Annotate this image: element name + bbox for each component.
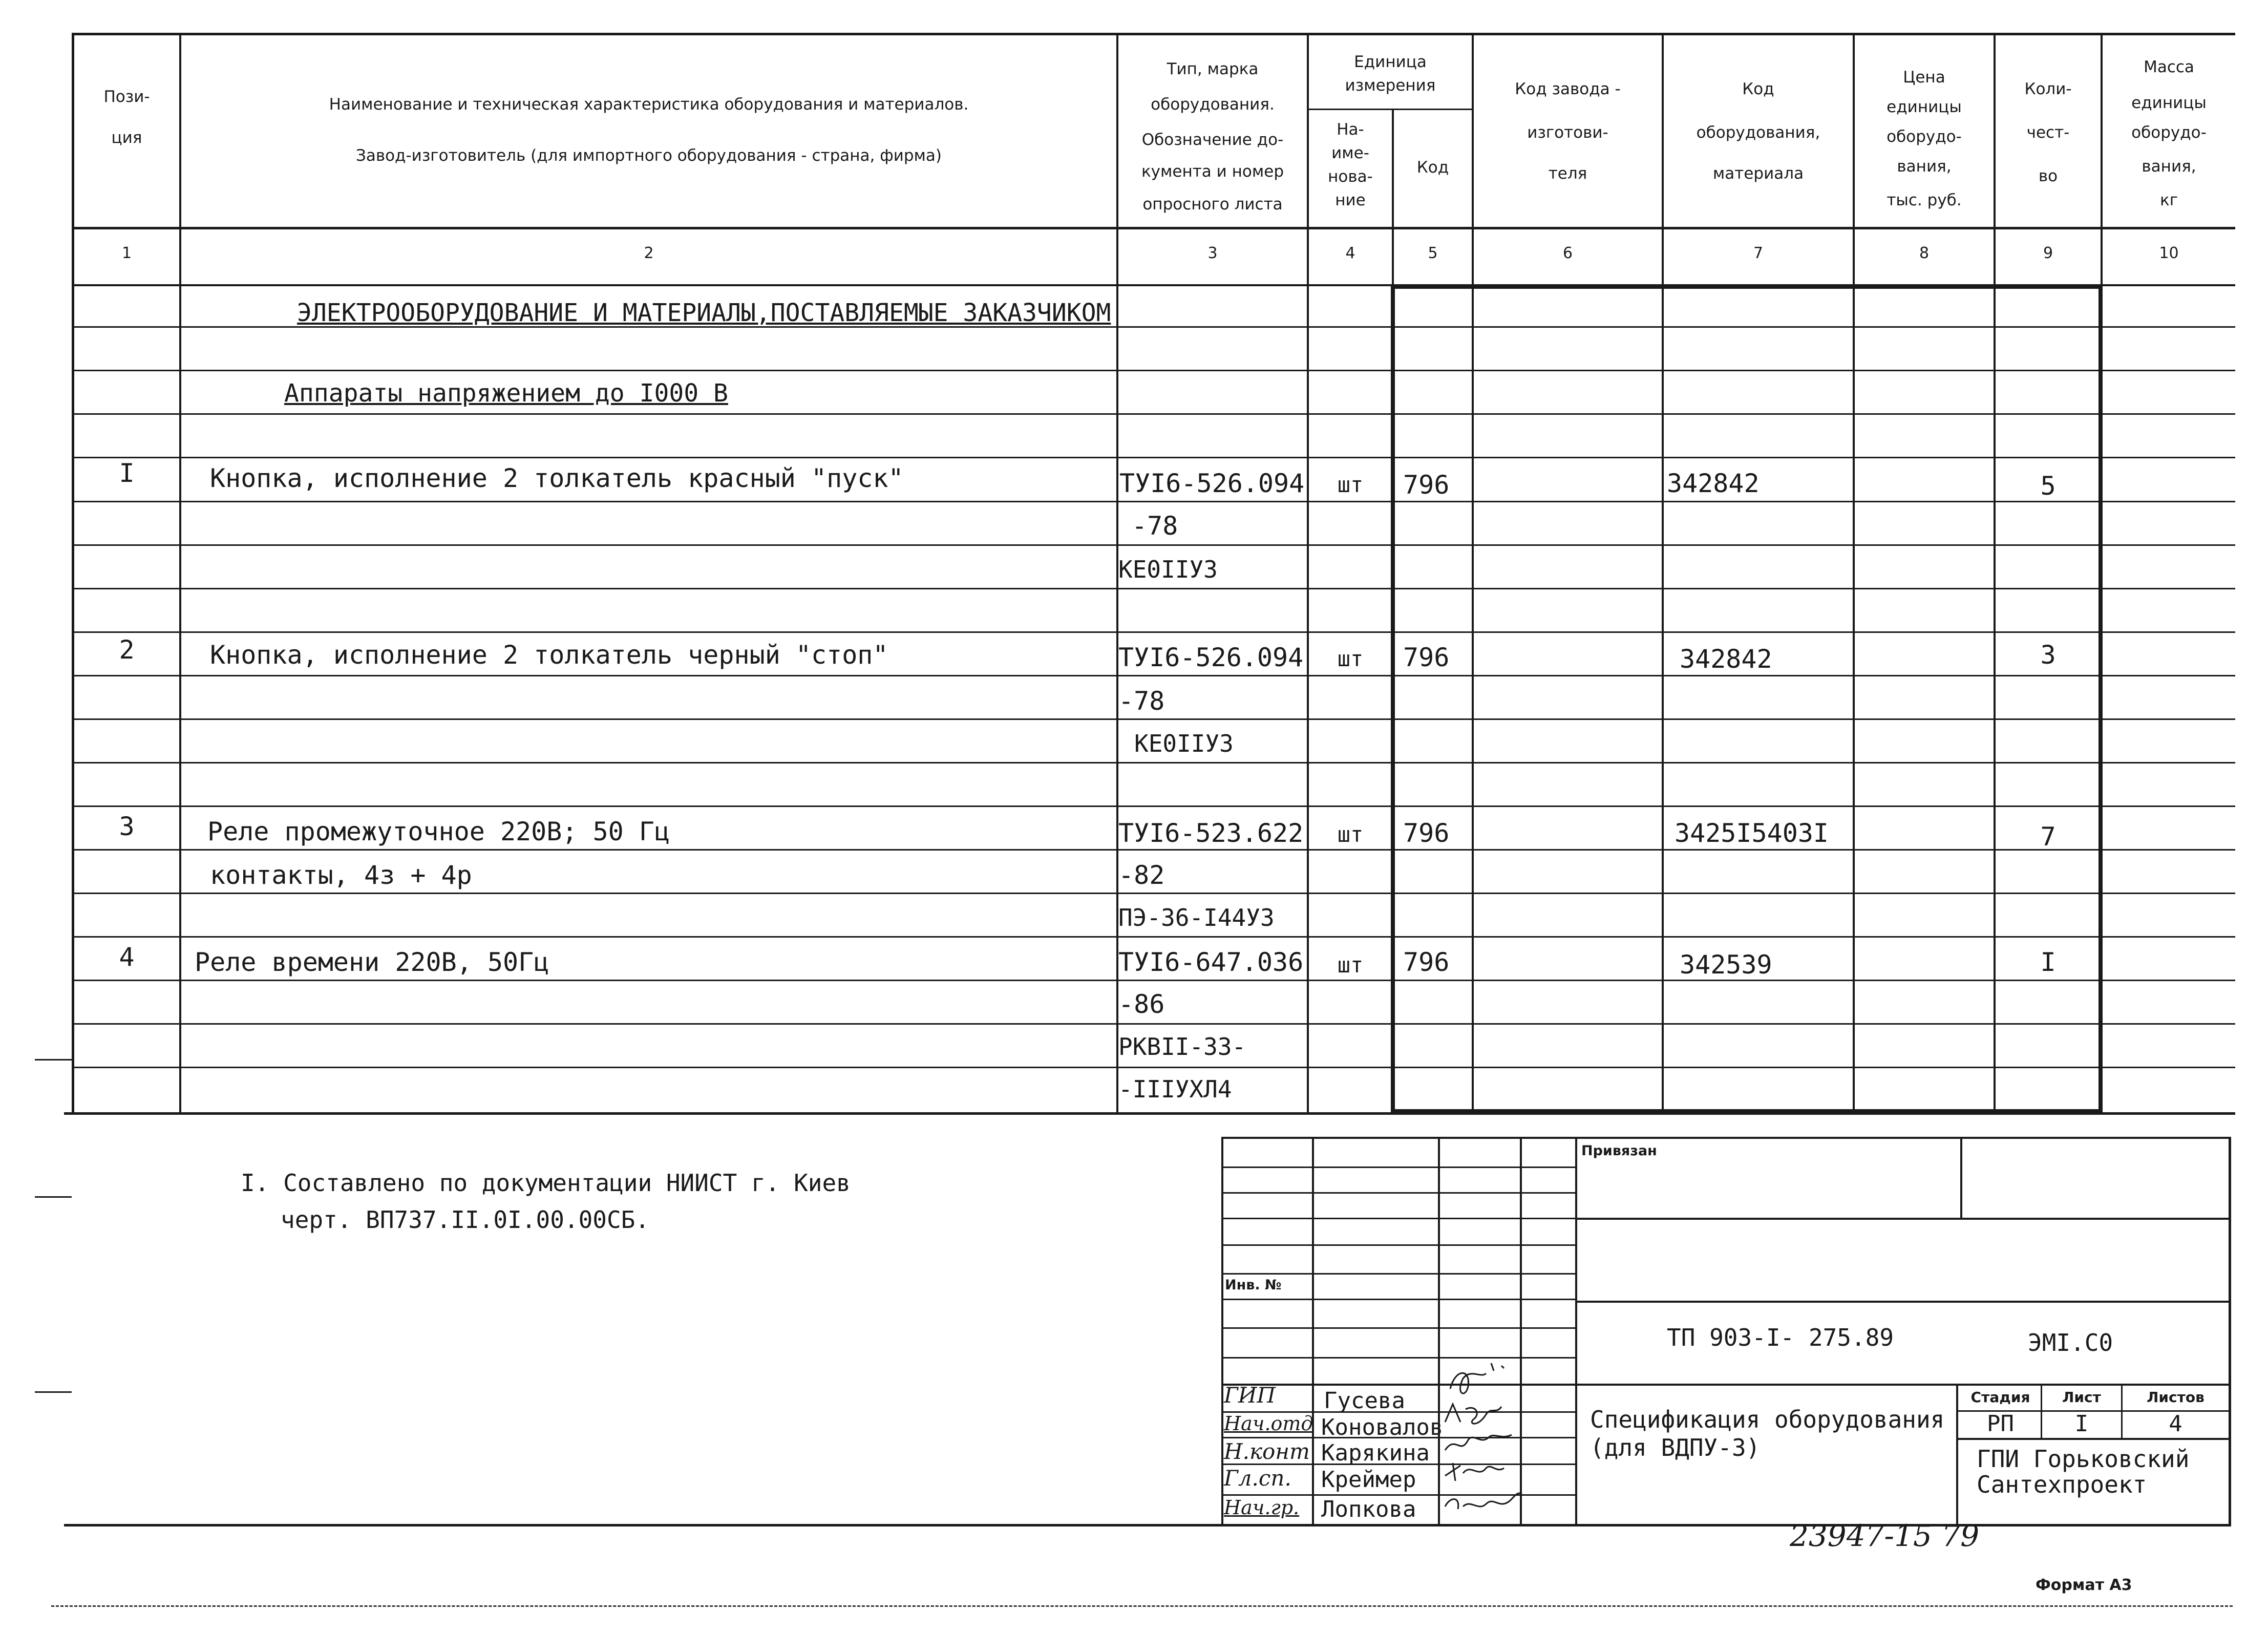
header-col2-line: Завод-изготовитель (для импортного оборудования - страна, фирма): [355, 146, 942, 165]
unit-code: 796: [1403, 947, 1450, 977]
person-name: Коновалов: [1321, 1414, 1444, 1440]
item-name-continued: контакты, 4з + 4р: [210, 860, 472, 890]
col-number: 1: [121, 244, 132, 262]
header-col8-line: оборудо-: [1887, 128, 1962, 146]
quantity: 3: [2040, 640, 2056, 670]
item-type: РКВII-33-: [1118, 1033, 1246, 1061]
header-col3-line: кумента и номер: [1141, 162, 1284, 181]
position-number: 2: [119, 635, 135, 665]
organization: Сантехпроект: [1977, 1471, 2147, 1498]
person-name: Креймер: [1321, 1467, 1416, 1493]
quantity: I: [2040, 947, 2056, 977]
sheet-label: Лист: [2062, 1389, 2101, 1406]
header-col10-line: оборудо-: [2131, 123, 2207, 142]
quantity: 7: [2040, 822, 2056, 852]
note-line: I. Составлено по документации НИИСТ г. Киев: [241, 1169, 851, 1197]
material-code: 342842: [1680, 644, 1772, 674]
role-label: ГИП: [1224, 1383, 1276, 1408]
header-col7-line: оборудования,: [1696, 123, 1820, 142]
sheets-value: 4: [2169, 1411, 2182, 1437]
header-col4-line: име-: [1331, 144, 1369, 162]
stage-label: Стадия: [1970, 1389, 2030, 1406]
unit-code: 796: [1403, 470, 1450, 500]
col-number: 10: [2159, 244, 2179, 262]
item-name: Кнопка, исполнение 2 толкатель красный "пуск": [210, 463, 904, 493]
header-col3-line: Тип, марка: [1167, 60, 1259, 78]
col-number: 9: [2043, 244, 2053, 262]
item-type: ПЭ-36-I44У3: [1118, 904, 1275, 931]
header-col4-line: ние: [1335, 191, 1366, 209]
sheets-label: Листов: [2147, 1389, 2205, 1406]
header-col9-line: чест-: [2026, 123, 2070, 142]
header-col7-line: материала: [1712, 164, 1804, 183]
col-number: 5: [1428, 244, 1438, 262]
organization: ГПИ Горьковский: [1977, 1445, 2190, 1473]
header-col10-line: вания,: [2142, 157, 2196, 176]
unit-code: 796: [1403, 818, 1450, 848]
header-col10-line: Масса: [2144, 58, 2194, 76]
item-type: -82: [1118, 860, 1165, 890]
header-col9-line: Коли-: [2024, 80, 2072, 98]
col-number: 8: [1919, 244, 1930, 262]
handwritten-signatures: [1440, 1358, 1527, 1527]
document-title: (для ВДПУ-3): [1590, 1434, 1761, 1461]
document-title: Спецификация оборудования: [1590, 1406, 1945, 1433]
person-name: Карякина: [1321, 1440, 1430, 1466]
role-label: Нач.отд: [1224, 1412, 1313, 1435]
material-code: 342539: [1680, 950, 1772, 980]
stage-value: РП: [1987, 1411, 2014, 1437]
item-type: -78: [1118, 686, 1165, 716]
header-col8-line: единицы: [1887, 98, 1962, 116]
header-col10-line: кг: [2159, 191, 2178, 209]
document-code: ТП 903-I- 275.89: [1667, 1324, 1894, 1351]
item-type: -86: [1118, 989, 1165, 1019]
header-col4-line: На-: [1337, 120, 1364, 139]
unit-name: шт: [1337, 822, 1364, 847]
col-number: 2: [644, 244, 654, 262]
item-name: Кнопка, исполнение 2 толкатель черный "стоп": [210, 640, 888, 670]
unit-name: шт: [1337, 952, 1364, 978]
person-name: Лопкова: [1321, 1496, 1416, 1522]
inventory-number-label: Инв. №: [1225, 1277, 1282, 1293]
sheet-code: ЭМI.С0: [2028, 1329, 2113, 1356]
header-col5: Код: [1416, 158, 1449, 177]
header-col2-line: Наименование и техническая характеристика оборудования и материалов.: [329, 95, 969, 114]
header-col8-line: тыс. руб.: [1887, 191, 1962, 209]
section-title: ЭЛЕКТРООБОРУДОВАНИЕ И МАТЕРИАЛЫ,ПОСТАВЛЯЕМЫЕ ЗАКАЗЧИКОМ: [297, 299, 1111, 327]
header-col8-line: вания,: [1897, 157, 1952, 176]
item-type: ТУI6-647.036: [1118, 947, 1304, 977]
format-label: Формат А3: [2036, 1576, 2132, 1594]
header-col6-line: Код завода -: [1515, 80, 1621, 98]
item-type: ТУI6-526.094: [1119, 469, 1305, 498]
role-label: Нач.гр.: [1224, 1496, 1300, 1519]
subsection-title: Аппараты напряжением до I000 В: [284, 379, 728, 408]
item-type: ТУI6-523.622: [1118, 818, 1304, 848]
header-col4-line: нова-: [1328, 167, 1373, 186]
material-code: 342842: [1667, 469, 1760, 498]
unit-name: шт: [1337, 472, 1364, 497]
header-col8-line: Цена: [1903, 68, 1945, 87]
unit-code: 796: [1403, 643, 1450, 672]
col-number: 6: [1562, 244, 1573, 262]
quantity: 5: [2040, 471, 2056, 501]
header-col3-line: опросного листа: [1142, 195, 1283, 214]
item-type: ТУI6-526.094: [1118, 643, 1304, 672]
header-unit-line: Единица: [1354, 53, 1427, 71]
header-col7-line: Код: [1742, 80, 1774, 98]
note-line: черт. ВП737.II.0I.00.00СБ.: [281, 1206, 650, 1234]
item-type: КЕ0IIУ3: [1118, 556, 1218, 583]
item-type: КЕ0IIУ3: [1134, 730, 1234, 757]
item-name: Реле промежуточное 220В; 50 Гц: [207, 817, 670, 846]
header-col1-line: Пози-: [103, 88, 150, 106]
header-col3-line: оборудования.: [1151, 95, 1275, 114]
role-label: Гл.сп.: [1224, 1466, 1291, 1491]
cut-line: [51, 1605, 2233, 1607]
header-col10-line: единицы: [2131, 94, 2207, 112]
item-type: -78: [1132, 511, 1178, 541]
header-unit-line: измерения: [1345, 76, 1436, 95]
item-name: Реле времени 220В, 50Гц: [195, 947, 549, 977]
position-number: 4: [119, 942, 135, 972]
col-number: 3: [1207, 244, 1218, 262]
col-number: 7: [1753, 244, 1764, 262]
material-code: 3425I5403I: [1674, 818, 1829, 848]
role-label: Н.конт: [1224, 1439, 1310, 1464]
header-col1-line: ция: [111, 129, 142, 147]
unit-name: шт: [1337, 646, 1364, 671]
col-number: 4: [1345, 244, 1355, 262]
archive-number: 23947-15 79: [1790, 1518, 1980, 1553]
position-number: 3: [119, 812, 135, 841]
sheet-value: I: [2074, 1411, 2089, 1437]
header-col6-line: изготови-: [1527, 123, 1608, 142]
person-name: Гусева: [1324, 1388, 1405, 1414]
header-col6-line: теля: [1548, 164, 1587, 183]
header-col3-line: Обозначение до-: [1141, 131, 1284, 149]
item-type: -IIIУХЛ4: [1118, 1075, 1232, 1103]
position-number: I: [119, 458, 135, 488]
header-col9-line: во: [2038, 167, 2058, 185]
attached-label: Привязан: [1581, 1143, 1657, 1159]
